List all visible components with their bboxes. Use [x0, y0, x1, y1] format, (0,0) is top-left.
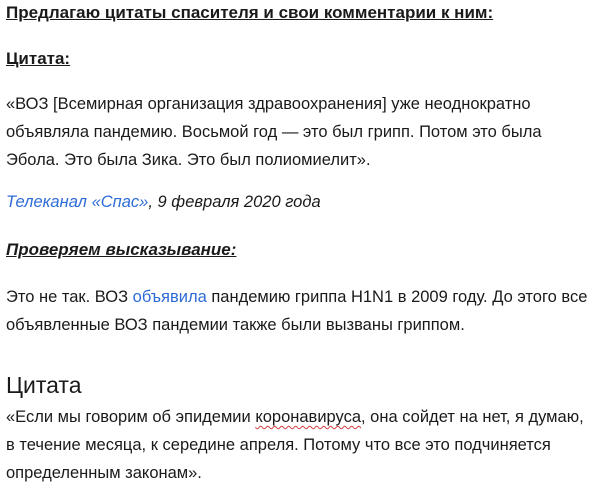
quote2-text-part: «Если мы говорим об эпидемии	[6, 408, 256, 426]
check-text	[6, 283, 587, 339]
quote1-line: «ВОЗ [Всемирная организация здравоохранения] уже неоднократно	[6, 95, 531, 113]
quote2-line	[6, 403, 584, 431]
check-line: объявленные ВОЗ пандемии также были вызваны гриппом.	[6, 316, 465, 334]
quote1-label: Цитата:	[6, 49, 71, 68]
source-date: , 9 февраля 2020 года	[148, 193, 321, 211]
intro-heading: Предлагаю цитаты спасителя и свои комментарии к ним:	[6, 3, 494, 22]
quote1-line: объявляла пандемию. Восьмой год — это был грипп. Потом это была	[6, 123, 542, 141]
quote2-text	[6, 403, 584, 487]
quote2-text-part: , она сойдет на нет, я думаю,	[361, 408, 584, 426]
source-link[interactable]: Телеканал «Спас»	[6, 193, 149, 211]
check-text-part: пандемию гриппа H1N1 в 2009 году. До этого все	[206, 288, 588, 306]
quote2-heading: Цитата	[6, 372, 82, 398]
misspelled-word: коронавируса	[255, 408, 362, 426]
quote1-line: Эбола. Это была Зика. Это был полиомиелит».	[6, 151, 371, 169]
quote2-line: в течение месяца, к середине апреля. Потому что все это подчиняется	[6, 436, 551, 454]
quote2-line: определенным законам».	[6, 464, 202, 482]
check-label: Проверяем высказывание:	[6, 240, 237, 259]
quote1-source	[6, 193, 321, 212]
announced-link[interactable]: объявила	[132, 288, 207, 306]
quote1-text	[6, 90, 542, 174]
check-text-part: Это не так. ВОЗ	[6, 288, 133, 306]
check-line	[6, 283, 587, 311]
